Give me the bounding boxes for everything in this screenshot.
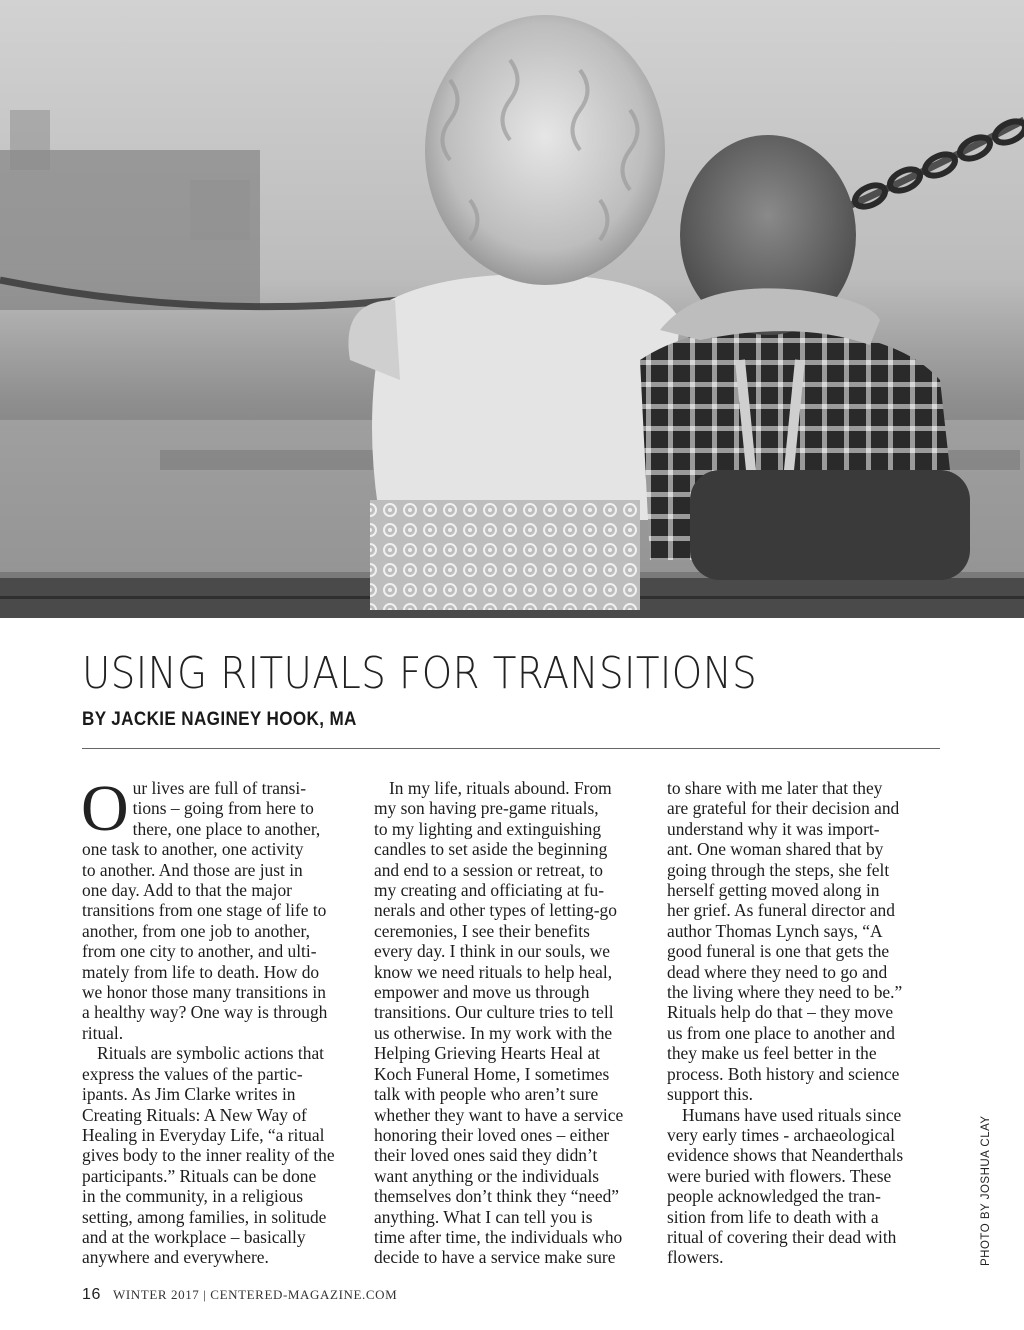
text-line: people acknowledged the tran- <box>667 1186 881 1207</box>
body-column-3 <box>667 778 945 1268</box>
text-line: evidence shows that Neanderthals <box>667 1145 904 1166</box>
text-line: their loved ones said they didn’t <box>374 1145 598 1166</box>
text-line: a healthy way? One way is through <box>82 1002 328 1023</box>
text-line: know we need rituals to help heal, <box>374 961 613 982</box>
page-number: 16 <box>82 1286 101 1303</box>
text-line: there, one place to another, <box>132 818 321 839</box>
text-line: good funeral is one that gets the <box>667 941 890 962</box>
text-line: setting, among families, in solitude <box>82 1206 327 1227</box>
text-line: are grateful for their decision and <box>667 798 900 819</box>
text-line: whether they want to have a service <box>374 1104 624 1125</box>
text-line: Healing in Everyday Life, “a ritual <box>82 1124 325 1145</box>
text-line: Humans have used rituals since <box>682 1104 902 1125</box>
text-line: mately from life to death. How do <box>82 961 320 982</box>
text-line: sition from life to death with a <box>667 1206 879 1227</box>
text-line: they make us feel better in the <box>667 1043 877 1064</box>
text-line: time after time, the individuals who <box>374 1226 623 1247</box>
text-line: author Thomas Lynch says, “A <box>667 920 883 941</box>
text-line: going through the steps, she felt <box>667 859 890 880</box>
text-line: Koch Funeral Home, I sometimes <box>374 1063 610 1084</box>
text-line: want anything or the individuals <box>374 1165 600 1186</box>
text-line: one day. Add to that the major <box>82 880 292 901</box>
article-byline: BY JACKIE NAGINEY HOOK, MA <box>82 709 357 730</box>
text-line: us otherwise. In my work with the <box>374 1022 613 1043</box>
text-line: candles to set aside the beginning <box>374 839 608 860</box>
text-line: support this. <box>667 1084 753 1105</box>
text-line: my creating and officiating at fu- <box>374 880 605 901</box>
photo-credit: PHOTO BY JOSHUA CLAY <box>980 1115 992 1266</box>
text-line: Rituals are symbolic actions that <box>97 1043 324 1064</box>
text-line: to share with me later that they <box>667 778 883 798</box>
text-line: Helping Grieving Hearts Heal at <box>374 1043 601 1064</box>
text-line: dead where they need to go and <box>667 961 888 982</box>
text-line: Creating Rituals: A New Way of <box>82 1104 307 1125</box>
text-line: themselves don’t think they “need” <box>374 1186 620 1207</box>
text-line: one task to another, one activity <box>82 839 304 860</box>
issue-info: WINTER 2017 | CENTERED-MAGAZINE.COM <box>113 1287 398 1302</box>
body-column-1 <box>81 772 360 1268</box>
hero-photo <box>0 0 1024 618</box>
text-line: express the values of the partic- <box>82 1063 303 1084</box>
article-title: USING RITUALS FOR TRANSITIONS <box>82 648 758 699</box>
text-line: flowers. <box>667 1247 724 1268</box>
text-line: in the community, in a religious <box>82 1186 304 1207</box>
text-line: ritual. <box>82 1022 124 1043</box>
text-line: anywhere and everywhere. <box>82 1247 269 1268</box>
body-column-2 <box>374 778 652 1268</box>
text-line: anything. What I can tell you is <box>374 1206 593 1227</box>
text-line: tions – going from here to <box>132 798 314 819</box>
text-line: were buried with flowers. These <box>667 1165 892 1186</box>
text-line: ceremonies, I see their benefits <box>374 920 590 941</box>
text-line: nerals and other types of letting-go <box>374 900 617 921</box>
text-line: honoring their loved ones – either <box>374 1124 610 1145</box>
text-line: transitions. Our culture tries to tell <box>374 1002 614 1023</box>
text-line: transitions from one stage of life to <box>82 900 327 921</box>
text-line: every day. I think in our souls, we <box>374 941 611 962</box>
text-line: talk with people who aren’t sure <box>374 1084 599 1105</box>
text-line: my son having pre-game rituals, <box>374 798 599 819</box>
text-line: empower and move us through <box>374 982 590 1003</box>
text-line: from one city to another, and ulti- <box>82 941 317 962</box>
text-line: the living where they need to be.” <box>667 982 903 1003</box>
text-line: In my life, rituals abound. From <box>389 778 612 798</box>
text-line: very early times - archaeological <box>667 1124 895 1145</box>
text-line: ipants. As Jim Clarke writes in <box>82 1084 296 1105</box>
text-line: us from one place to another and <box>667 1022 895 1043</box>
text-line: her grief. As funeral director and <box>667 900 895 921</box>
text-line: process. Both history and science <box>667 1063 900 1084</box>
text-line: decide to have a service make sure <box>374 1247 616 1268</box>
text-line: ritual of covering their dead with <box>667 1226 897 1247</box>
text-line: participants.” Rituals can be done <box>82 1165 317 1186</box>
text-line: Rituals help do that – they move <box>667 1002 894 1023</box>
text-line: to another. And those are just in <box>82 859 303 880</box>
drop-cap: O <box>81 772 129 845</box>
text-line: and end to a session or retreat, to <box>374 859 603 880</box>
text-line: ur lives are full of transi- <box>132 778 307 798</box>
text-line: gives body to the inner reality of the <box>82 1145 335 1166</box>
text-line: understand why it was import- <box>667 818 880 839</box>
photo-illustration <box>0 0 1024 618</box>
text-line: herself getting moved along in <box>667 880 880 901</box>
page-footer <box>82 1286 397 1304</box>
text-line: to my lighting and extinguishing <box>374 818 602 839</box>
text-line: ant. One woman shared that by <box>667 839 884 860</box>
header-divider <box>82 748 940 749</box>
text-line: we honor those many transitions in <box>82 982 326 1003</box>
text-line: another, from one job to another, <box>82 920 310 941</box>
text-line: and at the workplace – basically <box>82 1226 306 1247</box>
